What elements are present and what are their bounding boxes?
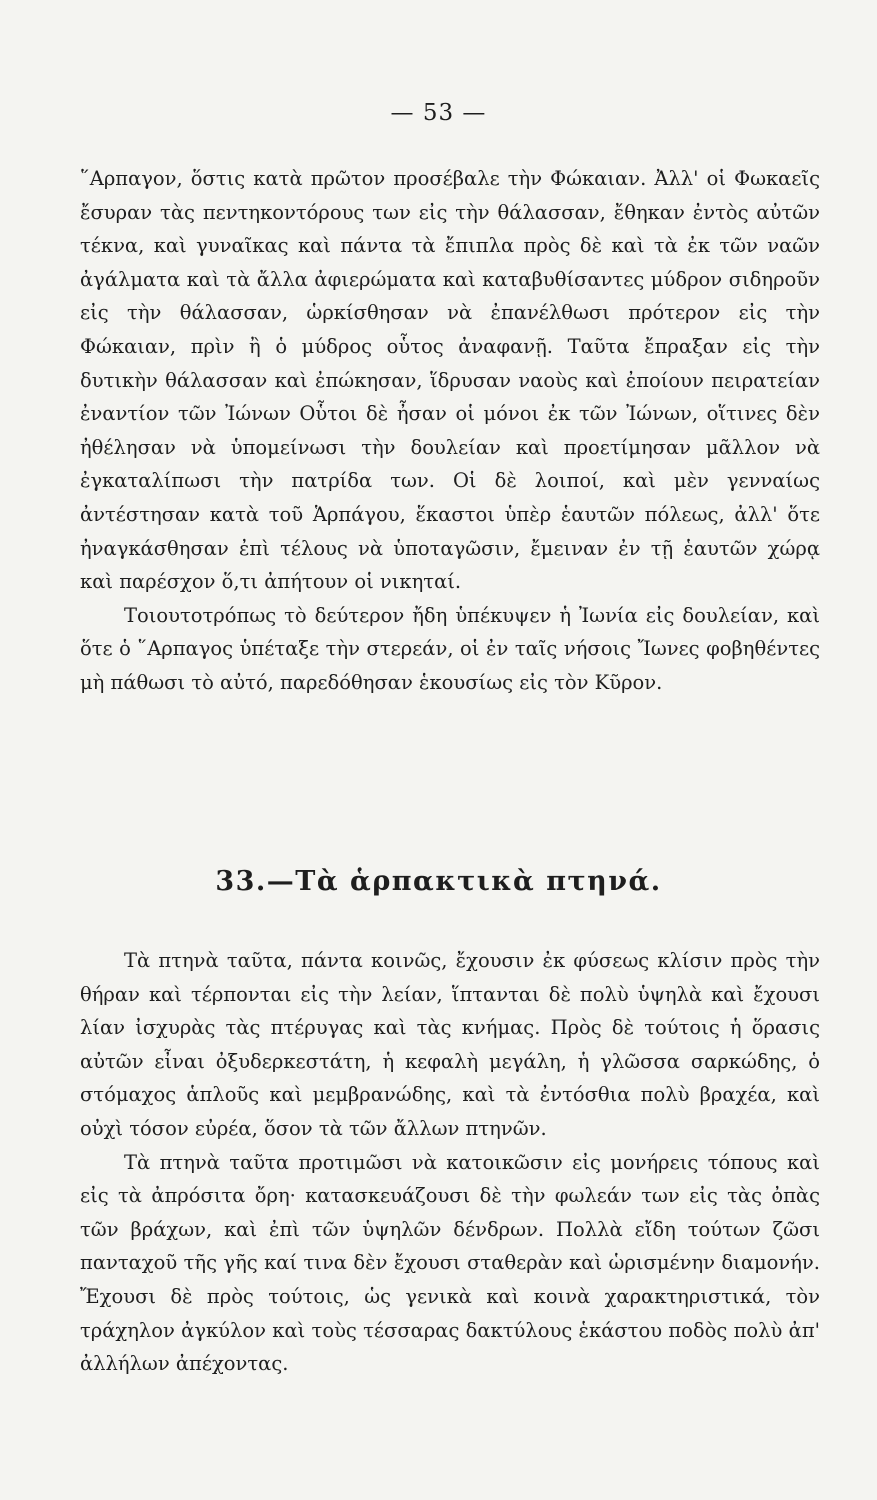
paragraph: Τὰ πτηνὰ ταῦτα, πάντα κοινῶς, ἔχουσιν ἐκ φύσεως κλίσιν πρὸς τὴν θήραν καὶ τέρπονται εἰς τὴν λείαν, ἵπτανται δὲ πολὺ ὑψηλὰ καὶ ἔχουσι λίαν ἰσχυρὰς τὰς πτέρυγας καὶ τὰς κνήμας. Πρὸς δὲ τούτοις ἡ ὅρασις αὐτῶν εἶναι ὀξυδερκεστάτη, ἡ κεφαλὴ μεγάλη, ἡ γλῶσσα σαρκώδης, ὁ στόμαχος ἁπλοῦς καὶ μεμβρανώδης, καὶ τὰ ἐντόσθια πολὺ βραχέα, καὶ οὐχὶ τόσον εὐρέα, ὅσον τὰ τῶν ἄλλων πτηνῶν. xyxy=(80,949,820,1140)
section-text xyxy=(80,944,820,1381)
paragraph: Τὰ πτηνὰ ταῦτα προτιμῶσι νὰ κατοικῶσιν εἰς μονήρεις τόπους καὶ εἰς τὰ ἀπρόσιτα ὄρη· κατασκευάζουσι δὲ τὴν φωλεάν των εἰς τὰς ὀπὰς τῶν βράχων, καὶ ἐπὶ τῶν ὑψηλῶν δένδρων. Πολλὰ εἴδη τούτων ζῶσι πανταχοῦ τῆς γῆς καί τινα δὲν ἔχουσι σταθερὰν καὶ ὡρισμένην διαμονήν. Ἔχουσι δὲ πρὸς τούτοις, ὡς γενικὰ καὶ κοινὰ χαρακτηριστικά, τὸν τράχηλον ἀγκύλον καὶ τοὺς τέσσαρας δακτύλους ἑκάστου ποδὸς πολὺ ἀπ' ἀλλήλων ἀπέχοντας. xyxy=(80,1150,820,1376)
paragraph: ῞Αρπαγον, ὅστις κατὰ πρῶτον προσέβαλε τὴν Φώκαιαν. Ἀλλ' οἱ Φωκαεῖς ἔσυραν τὰς πεντηκοντόρους των εἰς τὴν θάλασσαν, ἔθηκαν ἐντὸς αὐτῶν τέκνα, καὶ γυναῖκας καὶ πάντα τὰ ἔπιπλα πρὸς δὲ καὶ τὰ ἐκ τῶν ναῶν ἀγάλματα καὶ τὰ ἄλλα ἀφιερώματα καὶ καταβυθίσαντες μύδρον σιδηροῦν εἰς τὴν θάλασσαν, ὡρκίσθησαν νὰ ἐπανέλθωσι πρότερον εἰς τὴν Φώκαιαν, πρὶν ἢ ὁ μύδρος οὗτος ἀναφανῇ. Ταῦτα ἔπραξαν εἰς τὴν δυτικὴν θάλασσαν καὶ ἐπώκησαν, ἵδρυσαν ναοὺς καὶ ἐποίουν πειρατείαν ἐναντίον τῶν Ἰώνων Οὗτοι δὲ ἦσαν οἱ μόνοι ἐκ τῶν Ἰώνων, οἵτινες δὲν ἠθέλησαν νὰ ὑπομείνωσι τὴν δουλείαν καὶ προετίμησαν μᾶλλον νὰ ἐγκαταλίπωσι τὴν πατρίδα των. Οἱ δὲ λοιποί, καὶ μὲν γενναίως ἀντέστησαν κατὰ τοῦ Ἁρπάγου, ἕκαστοι ὑπὲρ ἑαυτῶν πόλεως, ἀλλ' ὅτε ἠναγκάσθησαν ἐπὶ τέλους νὰ ὑποταγῶσιν, ἔμειναν ἐν τῇ ἑαυτῶν χώρᾳ καὶ παρέσχον ὅ,τι ἀπήτουν οἱ νικηταί. xyxy=(80,167,820,594)
section-heading: 33.—Τὰ ἁρπακτικὰ πτηνά. xyxy=(215,866,662,897)
section-text-continuation xyxy=(80,162,820,700)
page-number: — 53 — xyxy=(390,100,487,126)
paragraph: Τοιουτοτρόπως τὸ δεύτερον ἤδη ὑπέκυψεν ἡ Ἰωνία εἰς δουλείαν, καὶ ὅτε ὁ ῞Αρπαγος ὑπέταξε τὴν στερεάν, οἱ ἐν ταῖς νήσοις Ἴωνες φοβηθέντες μὴ πάθωσι τὸ αὐτό, παρεδόθησαν ἑκουσίως εἰς τὸν Κῦρον. xyxy=(80,603,820,694)
